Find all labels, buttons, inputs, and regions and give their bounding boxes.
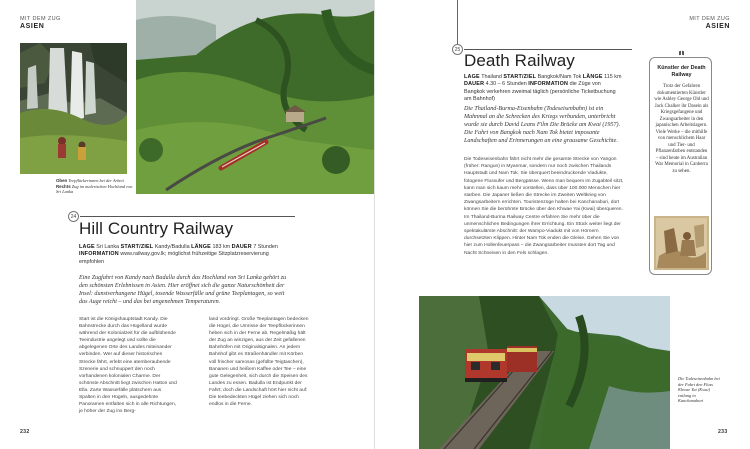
fact-value-lage: Thailand (481, 74, 502, 80)
body-column-2: land vordringt. Große Teeplantagen bedecken die Hügel, die Umrisse der Teepflückerinnen heben sich in der Ferne ab. Regelmäßig hält der Zug an winzigen, aus der Zeit gefallenen Bahnhöfen mit Originalsignalen. An jedem Bahnhof gibt es Straßenhändler mit Körben voll frischer samosas (gefüllte Teigtaschen), Bananen und heißem Kaffee oder Tee – eine gute Gelegenheit, sich durch die Speisen des Landes zu essen. Badulla ist Endpunkt der Fahrt; doch die Landschaft hört hier nicht auf: Die teebedeckten Hügel ziehen sich noch endlos in die Ferne. (209, 317, 309, 408)
section-label: MIT DEM ZUG (20, 16, 61, 22)
fact-value-lage: Sri Lanka (96, 244, 120, 250)
title-vertical-rule (457, 0, 458, 46)
fact-label-start: START/ZIEL (120, 244, 154, 250)
intro-paragraph: Die Thailand-Burma-Eisenbahn (Todeseisenbahn) ist ein Mahnmal an die Schrecken des Kriegs verbunden, unterbricht wurde sie durch David Leans Film Die Brücke am Kwai (1957). Die Fahrt von Bangkok nach Nam Tok bietet imposante Landschaften und Erinnerungen an eine grausame Geschichte. (464, 106, 621, 144)
right-page (375, 0, 750, 449)
fact-label-length: LÄNGE (582, 74, 603, 80)
facts-block (464, 74, 622, 104)
page-number: 232 (20, 429, 30, 435)
section-label: MIT DEM ZUG (689, 16, 730, 22)
title-rule (464, 49, 632, 50)
book-icon (679, 51, 684, 55)
page-title: Death Railway (464, 51, 575, 70)
fact-label-duration: DAUER (464, 81, 485, 88)
fact-label-duration: DAUER (231, 244, 252, 250)
fact-value-info: www.railway.gov.lk; möglichst frühzeitige Sitzplatzreservierung empfohlen (79, 251, 269, 265)
sidebar-title: Künstler der Death Railway (657, 65, 706, 78)
body-text: Die Todeseisenbahn fährt nicht mehr die gesamte Strecke von Yangon (früher: Rangun) in Myanmar, sondern nur noch zwischen Thailands Hauptstadt und Nam Tok. Sie überquert beeindruckende Viadukte, fotogene Flussufer und Bergpässe. Wenn man bequem im Zugabteil sitzt, kann man sich kaum mehr vorstellen, dass über 100.000 Menschen hier starben. Die Japaner ließen die Strecke im Zweiten Weltkrieg von Zwangsarbeitern errichten. Touristenzüge halten bei Kanchanaburi, dort können Sie die berühmte Brücke über den Khwae Yai (Kwai) überqueren. Im Thailand-Burma Railway Centre erfahren Sie mehr über die unmenschlichen Bedingungen ihrer Errichtung. Ein Stück weiter liegt der spektakulärste Abschnitt: der Wampo-Viadukt mit von Hörnern durchsetzten Klippen. Hinter Nam Tok enden die Gleise. Gehen Sie von hier zum Hollenfeuerpass – die Zwangsarbeiter mussten dort Tag und Nacht Schneisen in den Fels schlagen. (464, 157, 624, 256)
section-title: ASIEN (705, 23, 730, 30)
body-column-1: Start ist die Königshauptstadt Kandy. Die Bahnstrecke durch das Hügelland wurde während der Kolonialzeit für die aufblühende Teeindustrie angelegt und sollte die abgelegenen Orte des Landes miteinander verbinden. Wer auf dieser historischen Strecke fährt, erlebt eine atemberaubende Szenerie und schnuppert den noch vorhandenen kolonialen Charme. Der schönste Abschnitt liegt zwischen Hatton und Ella. Zarte Wasserfälle plätschern aus Spalten in den Hügeln, ausgedehnte Panoramen entfalten sich in alle Richtungen, je höher der Zug ins Berg- (79, 317, 177, 415)
intro-paragraph: Eine Zugfahrt von Kandy nach Badulla durch das Hochland von Sri Lanka gehört zu den schönsten Erlebnissen in Asien. Hier eröffnet sich die ganze Naturschönheit der Insel: dunstverhangene Hügel, tosende Wasserfälle und grüne Teeplantagen, so weit das Auge reicht – und das bei angenehmen Temperaturen. (79, 275, 287, 305)
fact-label-lage: LAGE (79, 244, 95, 250)
title-rule (80, 216, 295, 217)
death-railway-train-photo (419, 296, 670, 449)
caption-label-top: Oben (56, 178, 68, 183)
caption-top-text: Teepflückerinnen bei der Arbeit (68, 178, 124, 183)
hill-country-train-photo (136, 0, 375, 194)
fact-label-lage: LAGE (464, 74, 480, 80)
fact-label-length: LÄNGE (191, 244, 211, 250)
fact-label-start: START/ZIEL (503, 74, 537, 80)
waterfall-tea-pickers-photo (20, 43, 127, 174)
fact-value-duration: 4.30 – 6 Stunden (485, 81, 527, 88)
page-title: Hill Country Railway (79, 219, 234, 238)
artists-sidebar-box (649, 57, 712, 275)
prisoner-drawing-image (654, 216, 709, 270)
fact-label-info: INFORMATION (79, 251, 119, 258)
photo-caption (56, 178, 136, 195)
fact-value-length: 183 km (212, 244, 231, 250)
section-header (20, 16, 61, 30)
fact-label-info: INFORMATION (528, 81, 569, 88)
facts-block (79, 244, 279, 266)
caption-label-right: Rechts (56, 183, 71, 189)
entry-number-badge: 25 (452, 44, 463, 55)
section-title: ASIEN (20, 23, 45, 30)
section-header (689, 16, 730, 30)
sidebar-text: Trotz der Gefahren dokumentierten Künstler wie Ashley George Old und Jack Chalker ihr Dasein als Kriegsgefangene und Zwangsarbeiter in den japanischen Arbeitslagern. Viele Werke – die mithilfe von menschlichem Haar und Tier- und Pflanzenfarben entstanden – sind heute im Australian War Memorial in Canberra zu sehen. (654, 84, 709, 174)
caption-right-text: Zug im malerischen Hochland von Sri Lanka (56, 183, 133, 195)
fact-value-start: Kandy/Badulla (154, 244, 190, 250)
fact-value-info: die Züge von Bangkok verkehren zweimal täglich (persönliche Ticketbuchung am Bahnhof) (464, 81, 616, 103)
photo-caption: Die Todeseisenbahn bei der Fahrt den Fluss Khwae Yai (Kwai) entlang in Kanchanaburi (678, 376, 720, 404)
entry-number-badge: 24 (68, 211, 79, 222)
fact-value-duration: 7 Stunden (253, 244, 278, 250)
page-number: 233 (718, 429, 728, 435)
fact-value-length: 115 km (604, 74, 622, 80)
fact-value-start: Bangkok/Nam Tok (537, 74, 582, 80)
